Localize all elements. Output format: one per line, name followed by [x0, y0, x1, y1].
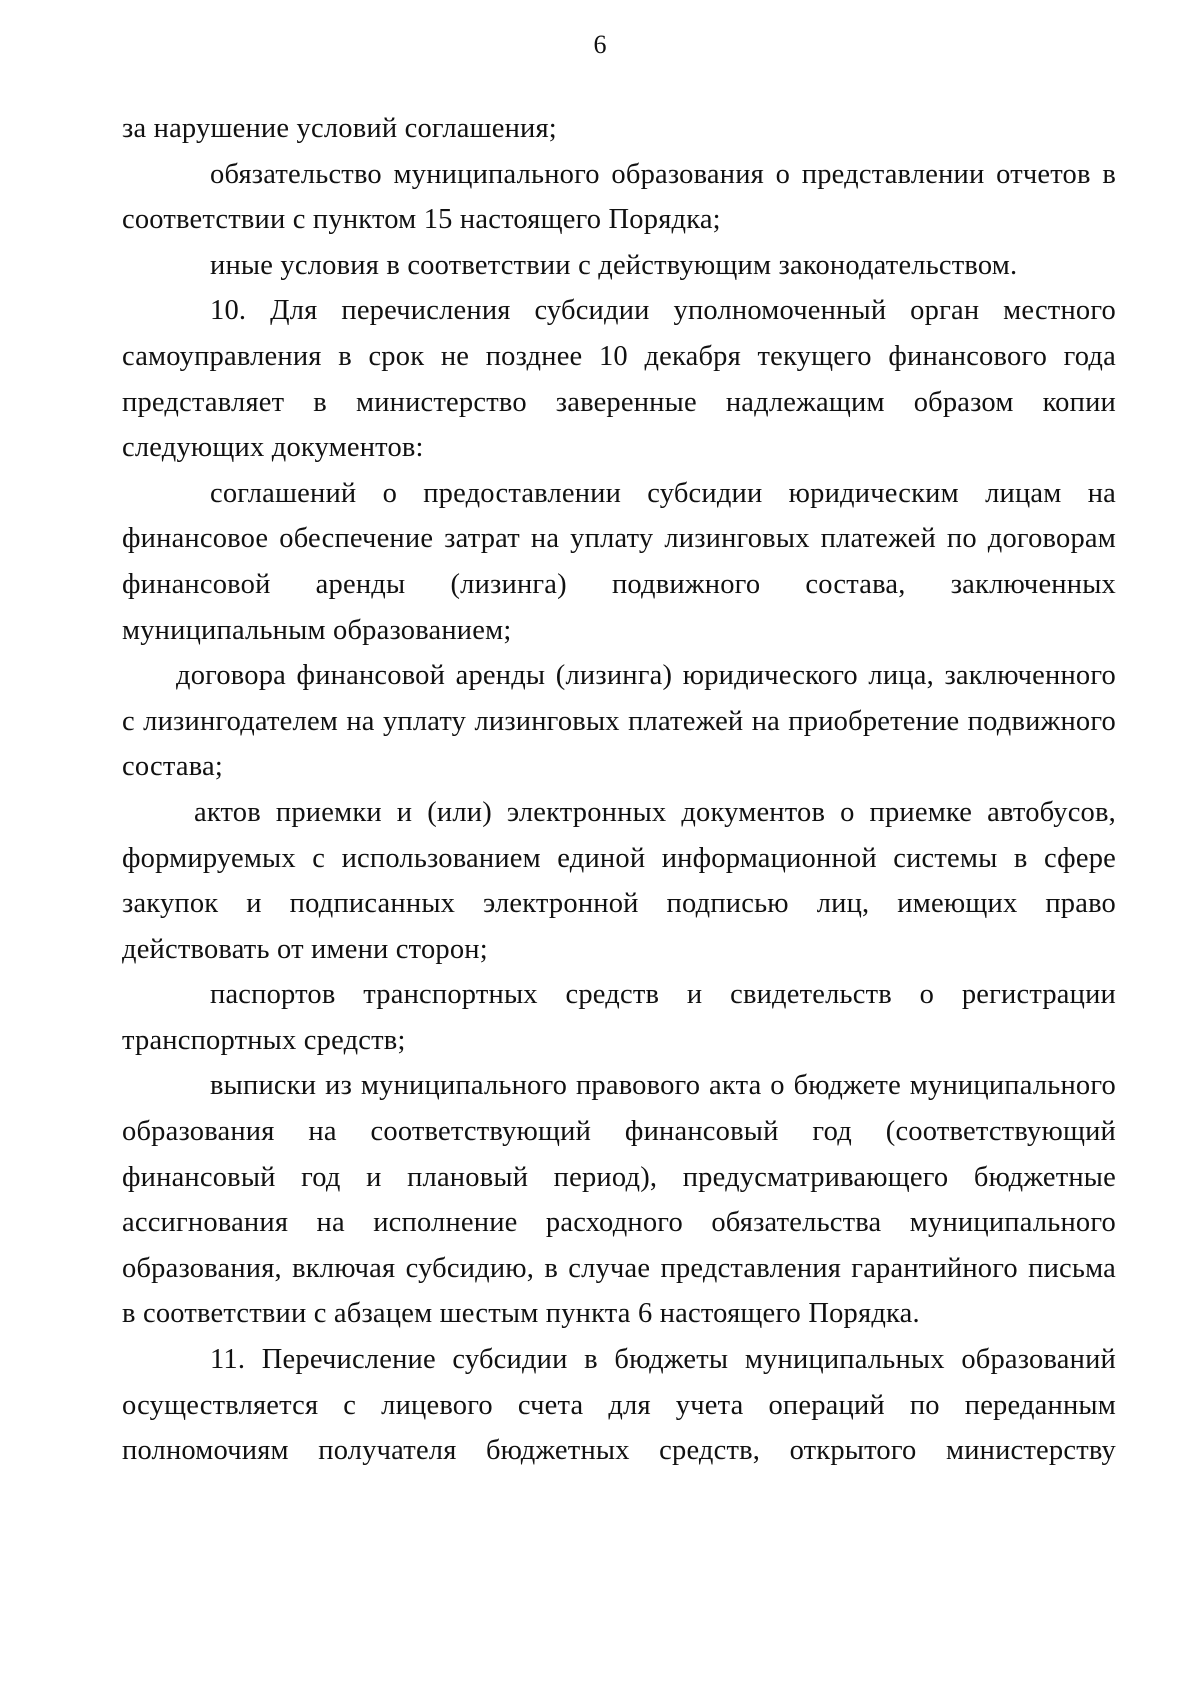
paragraph-item-11: 11. Перечисление субсидии в бюджеты муниципальных образований осуществляется с лицевого счета для учета операций по переданным полномочиям получателя бюджетных средств, открытого министерству	[122, 1344, 1116, 1467]
paragraph-budget-extract: выписки из муниципального правового акта о бюджете муниципального образования на соответствующий финансовый год (соответствующий финансовый год и плановый период), предусматривающего бюджетные ассигнования на исполнение расходного обязательства муниципального образования, включая субсидию, в случае представления гарантийного письма в соответствии с абзацем шестым пункта 6 настоящего Порядка.	[122, 1070, 1116, 1330]
paragraph-reporting-obligation: обязательство муниципального образования о представлении отчетов в соответствии с пунктом 15 настоящего Порядка;	[122, 158, 1116, 236]
paragraph-leasing-contract: договора финансовой аренды (лизинга) юридического лица, заключенного с лизингодателем на уплату лизинговых платежей на приобретение подвижного состава;	[122, 660, 1116, 783]
paragraph-agreements-copies: соглашений о предоставлении субсидии юридическим лицам на финансовое обеспечение затрат на уплату лизинговых платежей по договорам финансовой аренды (лизинга) подвижного состава, заключенных муниципальным образованием;	[122, 477, 1116, 646]
paragraph-acceptance-acts: актов приемки и (или) электронных документов о приемке автобусов, формируемых с использованием единой информационной системы в сфере закупок и подписанных электронной подписью лиц, имеющих право действовать от имени сторон;	[122, 796, 1116, 965]
paragraph-vehicle-passports: паспортов транспортных средств и свидетельств о регистрации транспортных средств;	[122, 979, 1116, 1056]
page-number: 6	[593, 30, 607, 59]
paragraph-other-conditions: иные условия в соответствии с действующим законодательством.	[210, 249, 1018, 281]
paragraph-violation-terms: за нарушение условий соглашения;	[122, 113, 557, 144]
document-body	[122, 106, 1116, 1474]
paragraph-item-10: 10. Для перечисления субсидии уполномоченный орган местного самоуправления в срок не позднее 10 декабря текущего финансового года представляет в министерство заверенные надлежащим образом копии следующих документов:	[122, 295, 1116, 464]
